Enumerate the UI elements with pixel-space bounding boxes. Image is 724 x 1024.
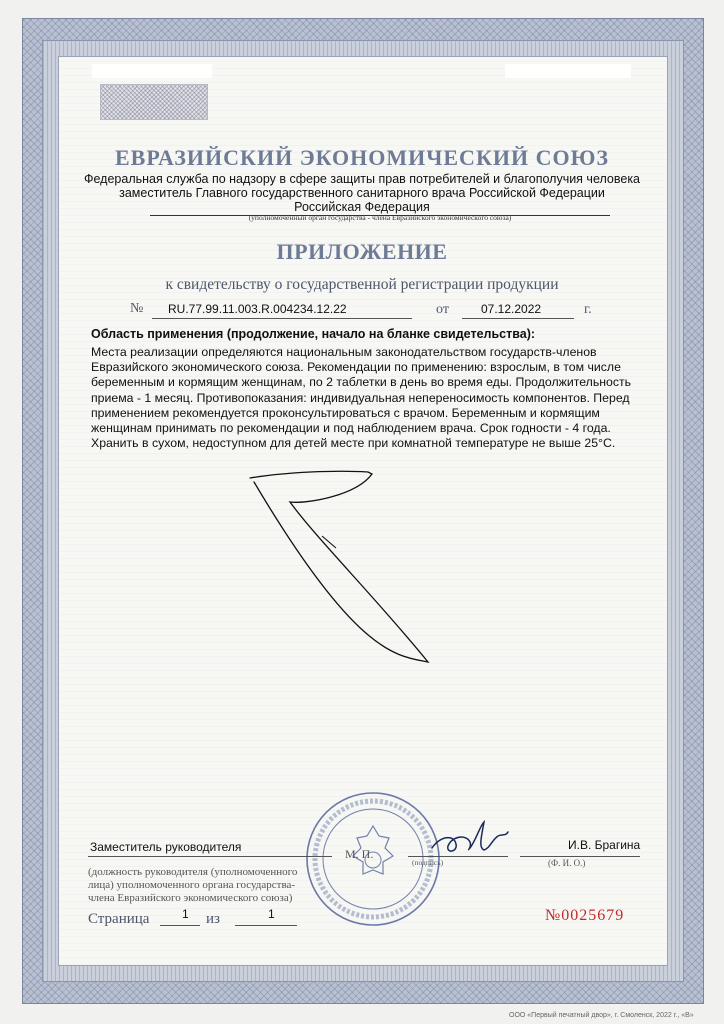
signatory-name: И.В. Брагина [568, 838, 641, 852]
position-caption-line: лица) уполномоченного органа государства- [88, 879, 296, 891]
role-underline [88, 856, 332, 857]
position-caption-line: члена Евразийского экономического союза) [88, 892, 293, 904]
certificate-date-underline [462, 318, 574, 319]
scope-text [91, 345, 651, 451]
page-total-underline [235, 925, 297, 926]
certificate-number: RU.77.99.11.003.R.004234.12.22 [168, 302, 347, 316]
position-caption-line: (должность руководителя (уполномоченного [88, 866, 298, 878]
handwritten-signature [426, 818, 512, 864]
page-label: Страница [88, 911, 150, 927]
scope-line: Хранить в сухом, недоступном для детей месте при комнатной температуре не выше 25°С. [91, 436, 616, 451]
position-caption [88, 866, 338, 905]
hologram-sticker [100, 84, 208, 120]
top-security-strip [505, 64, 631, 78]
page-total: 1 [268, 907, 275, 921]
form-serial-number: №0025679 [545, 907, 625, 924]
issuing-agency [60, 172, 664, 214]
appendix-subtitle: к свидетельству о государственной регистрации продукции [165, 276, 559, 293]
page-number: 1 [182, 907, 189, 921]
agency-line: Федеральная служба по надзору в сфере защиты прав потребителей и благополучия человека [83, 172, 641, 186]
z-strikeout-mark [246, 468, 446, 668]
scope-line: беременным и кормящим женщинам, по 2 таблетки в день во время еды. Продолжительность [91, 375, 632, 390]
certificate-number-label: № [130, 301, 144, 316]
signatory-role: Заместитель руководителя [90, 840, 242, 854]
official-seal-stamp [304, 790, 442, 928]
printer-imprint: ООО «Первый печатный двор», г. Смоленск, 2022 г., «В» [509, 1012, 694, 1019]
page-of-label: из [206, 911, 220, 927]
name-underline [520, 856, 640, 857]
top-security-strip [92, 64, 212, 78]
appendix-title: ПРИЛОЖЕНИЕ [276, 239, 448, 264]
seal-place-label: М. П. [345, 847, 374, 861]
scope-line: женщинам принимать по рекомендации и под наблюдением врача. Срок годности - 4 года. [91, 421, 611, 436]
scope-heading: Область применения (продолжение, начало на бланке свидетельства): [91, 327, 536, 341]
certificate-number-underline [152, 318, 412, 319]
certificate-date: 07.12.2022 [481, 302, 542, 316]
agency-line: Российская Федерация [294, 200, 430, 214]
scope-line: приема - 1 месяц. Противопоказания: индивидуальная непереносимость компонентов. Перед [91, 390, 630, 405]
page-number-underline [160, 925, 200, 926]
agency-line: заместитель Главного государственного санитарного врача Российской Федерации [119, 186, 605, 200]
scope-line: Евразийского экономического союза. Рекомендации по применению: взрослым, в том числе [91, 360, 621, 375]
fio-caption: (Ф. И. О.) [548, 858, 586, 868]
agency-caption: (уполномоченный орган государства - члена Евразийского экономического союза) [248, 213, 512, 222]
certificate-year-suffix: г. [584, 302, 592, 317]
scope-line: Места реализации определяются национальным законодательством государств-членов [91, 345, 597, 359]
certificate-date-label: от [436, 302, 449, 317]
union-title: ЕВРАЗИЙСКИЙ ЭКОНОМИЧЕСКИЙ СОЮЗ [114, 145, 610, 170]
signature-caption: (подпись) [412, 858, 444, 867]
scope-line: применением рекомендуется проконсультироваться с врачом. Беременным и кормящим [91, 405, 600, 420]
